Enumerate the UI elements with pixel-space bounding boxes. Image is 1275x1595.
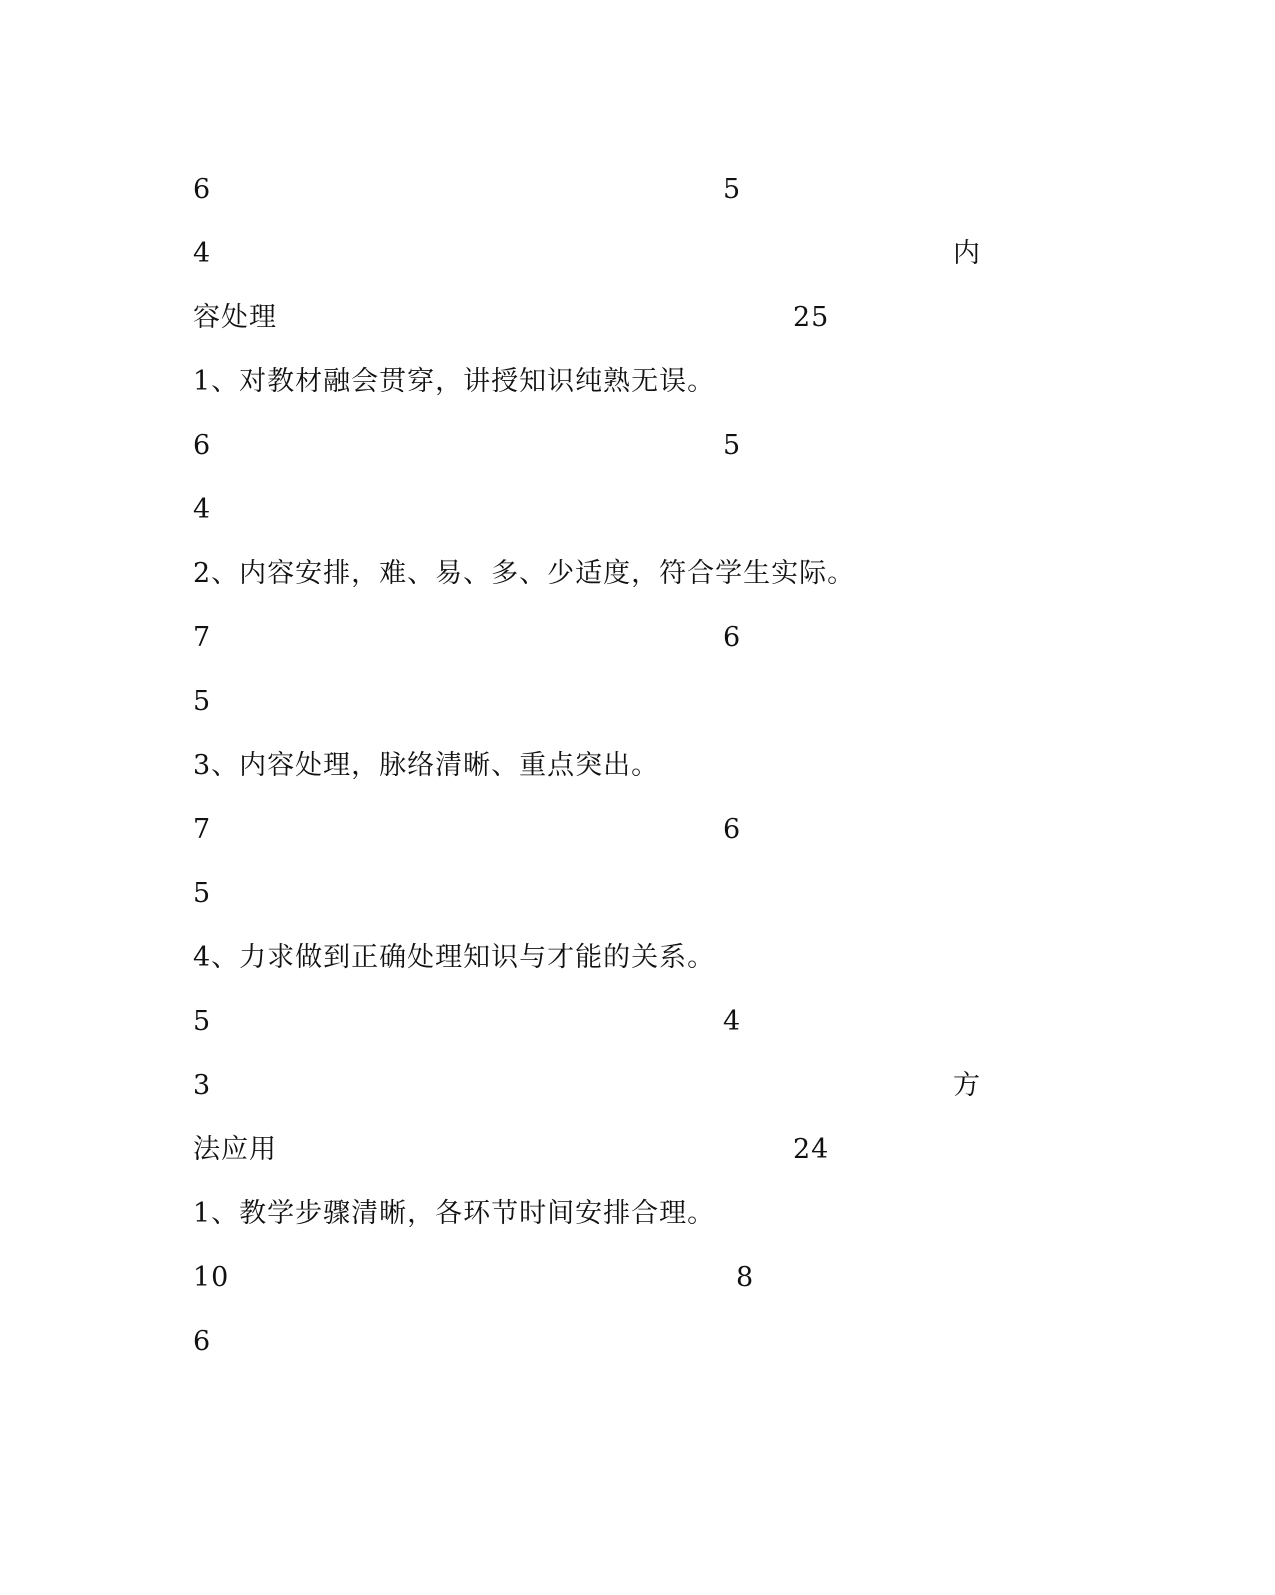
text: 4 bbox=[193, 238, 212, 269]
criterion-line bbox=[193, 554, 1093, 594]
text: 6 bbox=[723, 814, 742, 845]
criterion-line bbox=[193, 362, 1093, 402]
text: 5 bbox=[193, 1006, 212, 1037]
text: 内 bbox=[953, 238, 981, 269]
text-line bbox=[193, 1130, 1093, 1170]
text: 10 bbox=[193, 1262, 230, 1293]
criterion-line bbox=[193, 938, 1093, 978]
text-line bbox=[193, 810, 1093, 850]
criterion-text: 1、教学步骤清晰，各环节时间安排合理。 bbox=[193, 1198, 716, 1229]
text-line bbox=[193, 1322, 1093, 1362]
criterion-text: 4、力求做到正确处理知识与才能的关系。 bbox=[193, 942, 716, 973]
text: 方 bbox=[953, 1070, 981, 1101]
criterion-text: 2、内容安排，难、易、多、少适度，符合学生实际。 bbox=[193, 558, 856, 589]
text-line bbox=[193, 1002, 1093, 1042]
text: 6 bbox=[193, 174, 212, 205]
text: 6 bbox=[193, 1326, 212, 1357]
text: 7 bbox=[193, 814, 212, 845]
criterion-line bbox=[193, 746, 1093, 786]
criterion-text: 3、内容处理，脉络清晰、重点突出。 bbox=[193, 750, 660, 781]
text-line bbox=[193, 298, 1093, 338]
text-line bbox=[193, 490, 1093, 530]
text: 5 bbox=[193, 686, 212, 717]
text: 5 bbox=[193, 878, 212, 909]
section-score: 24 bbox=[793, 1134, 830, 1165]
text: 8 bbox=[736, 1262, 755, 1293]
text-line bbox=[193, 1066, 1093, 1106]
criterion-text: 1、对教材融会贯穿，讲授知识纯熟无误。 bbox=[193, 366, 716, 397]
text: 4 bbox=[193, 494, 212, 525]
text: 3 bbox=[193, 1070, 212, 1101]
text: 5 bbox=[723, 430, 742, 461]
text-line bbox=[193, 618, 1093, 658]
text-line bbox=[193, 170, 1093, 210]
text-line bbox=[193, 1258, 1093, 1298]
section-score: 25 bbox=[793, 302, 830, 333]
text: 4 bbox=[723, 1006, 742, 1037]
text: 5 bbox=[723, 174, 742, 205]
section-title: 法应用 bbox=[193, 1134, 277, 1165]
text: 6 bbox=[723, 622, 742, 653]
text-line bbox=[193, 682, 1093, 722]
text-line bbox=[193, 426, 1093, 466]
text-line bbox=[193, 874, 1093, 914]
text: 7 bbox=[193, 622, 212, 653]
text: 6 bbox=[193, 430, 212, 461]
criterion-line bbox=[193, 1194, 1093, 1234]
text-line bbox=[193, 234, 1093, 274]
section-title: 容处理 bbox=[193, 302, 277, 333]
